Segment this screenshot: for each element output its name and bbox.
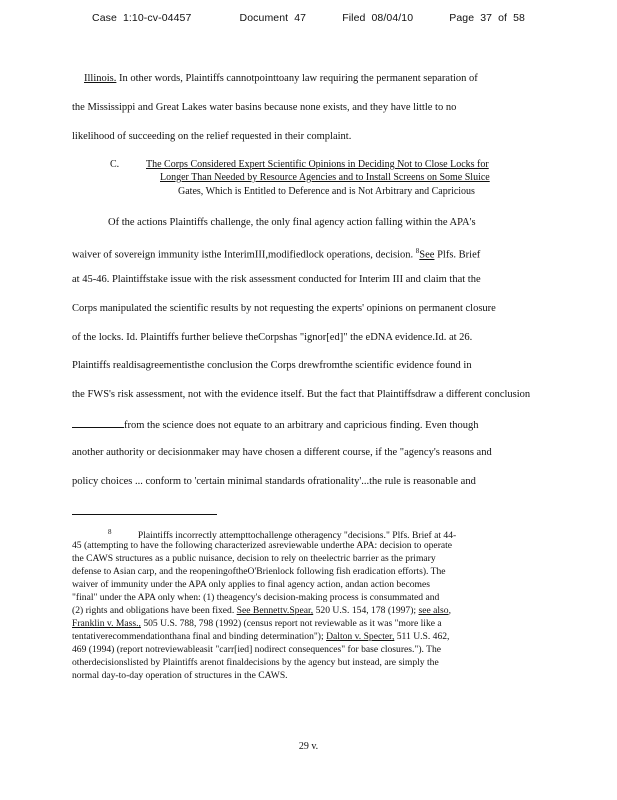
footnote-line11: otherdecisionslisted by Plaintiffs arenot finaldecisions by the agency but instead, are simply the	[72, 657, 439, 668]
para1-line1-text: In other words, Plaintiffs cannotpointtoany law requiring the permanent separation of	[116, 73, 478, 84]
para2-line4: Corps manipulated the scientific results by not requesting the experts' opinions on permanent closure	[72, 303, 496, 314]
footnote-line5: waiver of immunity under the APA only applies to final agency action, andan action becomes	[72, 579, 430, 590]
footnote-line10: 469 (1994) (report notreviewableasit "carr[ied] nodirect consequences" for base closures."). The	[72, 644, 442, 655]
document-number: Document 47	[239, 12, 307, 24]
para2-line10: policy choices ... conform to 'certain minimal standards ofrationality'...the rule is reasonable and	[72, 476, 476, 487]
see-also-comma: ,	[448, 605, 451, 616]
footnote-line12: normal day-to-day operation of structures in the CAWS.	[72, 670, 288, 681]
para1-line2: the Mississippi and Great Lakes water basins because none exists, and they have little to no	[72, 102, 457, 113]
filed-date: Filed 08/04/10	[342, 12, 414, 24]
footnote-line9-text: tentativerecommendationthana final and binding determination");	[72, 631, 324, 642]
dalton-citation: Dalton v. Specter,	[326, 631, 395, 642]
footnote-line3: the CAWS structures as a public nuisance, decision to rely on theelectric barrier as the primary	[72, 553, 436, 564]
para2-line2	[72, 245, 542, 262]
footnote-line2: 45 (attempting to have the following characterized asreviewable underthe APA: decision to operate	[72, 540, 453, 551]
footnote-line4: defense to Asian carp, and the reopeningoftheO'Brienlock following fish eradication efforts). The	[72, 566, 446, 577]
footnote-ref: 8	[415, 247, 420, 255]
footnote-line6: "final" under the APA only when: (1) theagency's decision-making process is consummated and	[72, 592, 440, 603]
blank-underline	[72, 418, 124, 428]
franklin-citation: Franklin v. Mass.,	[72, 618, 141, 629]
page-of: Page 37 of 58	[449, 12, 525, 24]
footnote-line7	[72, 605, 542, 617]
section-letter: C.	[110, 159, 120, 170]
section-heading-line3: Gates, Which is Entitled to Deference and is Not Arbitrary and Capricious	[178, 186, 475, 197]
case-number: Case 1:10-cv-04457	[92, 12, 192, 24]
footnote-rule	[72, 514, 217, 515]
footnote-line8	[72, 618, 542, 630]
footnote-line9	[72, 631, 542, 643]
para2-line5: of the locks. Id. Plaintiffs further believe theCorpshas "ignor[ed]" the eDNA evidence.Id. at 26.	[72, 332, 473, 343]
para2-line7: the FWS's risk assessment, not with the evidence itself. But the fact that Plaintiffsdraw a different conclusion	[72, 389, 531, 400]
para2-line2-cite: Plfs. Brief	[434, 249, 481, 261]
para1-line1	[72, 73, 542, 85]
footnote-line1-text: Plaintiffs incorrectly attempttochallenge otheragency "decisions." Plfs. Brief at 44-	[137, 530, 457, 542]
illinois-text: Illinois.	[84, 73, 117, 84]
para2-line6: Plaintiffs realdisagreementisthe conclusion the Corps drewfromthe scientific evidence found in	[72, 360, 472, 371]
footnote-marker: 8	[108, 528, 112, 536]
section-heading-line2: Longer Than Needed by Resource Agencies and to Install Screens on Some Sluice	[160, 172, 490, 183]
dalton-reporter: 511 U.S. 462,	[394, 631, 450, 642]
see-signal: See	[419, 249, 435, 261]
para2-line9: another authority or decisionmaker may have chosen a different course, if the "agency's reasons and	[72, 447, 492, 458]
para2-line3: at 45-46. Plaintiffstake issue with the risk assessment conducted for Interim III and claim that the	[72, 274, 481, 285]
page-number: 29 v.	[298, 741, 319, 752]
footnote-line7-text: (2) rights and obligations have been fixed.	[72, 605, 235, 616]
section-heading-line1: The Corps Considered Expert Scientific Opinions in Deciding Not to Close Locks for	[146, 159, 489, 170]
para2-line8	[72, 418, 542, 432]
bennett-reporter: 520 U.S. 154, 178 (1997);	[313, 605, 417, 616]
franklin-reporter: 505 U.S. 788, 798 (1992) (census report not reviewable as it was "more like a	[140, 618, 442, 629]
para2-line8-text: from the science does not equate to an arbitrary and capricious finding. Even though	[124, 420, 479, 431]
see-also-signal: see also	[418, 605, 449, 616]
bennett-citation: See Bennettv.Spear,	[236, 605, 314, 616]
para2-line1: Of the actions Plaintiffs challenge, the only final agency action falling within the APA's	[108, 217, 476, 228]
case-header	[0, 12, 617, 24]
para1-line3: likelihood of succeeding on the relief requested in their complaint.	[72, 131, 352, 142]
para2-line2-text: waiver of sovereign immunity isthe InterimIII,modifiedlock operations, decision.	[72, 249, 414, 261]
